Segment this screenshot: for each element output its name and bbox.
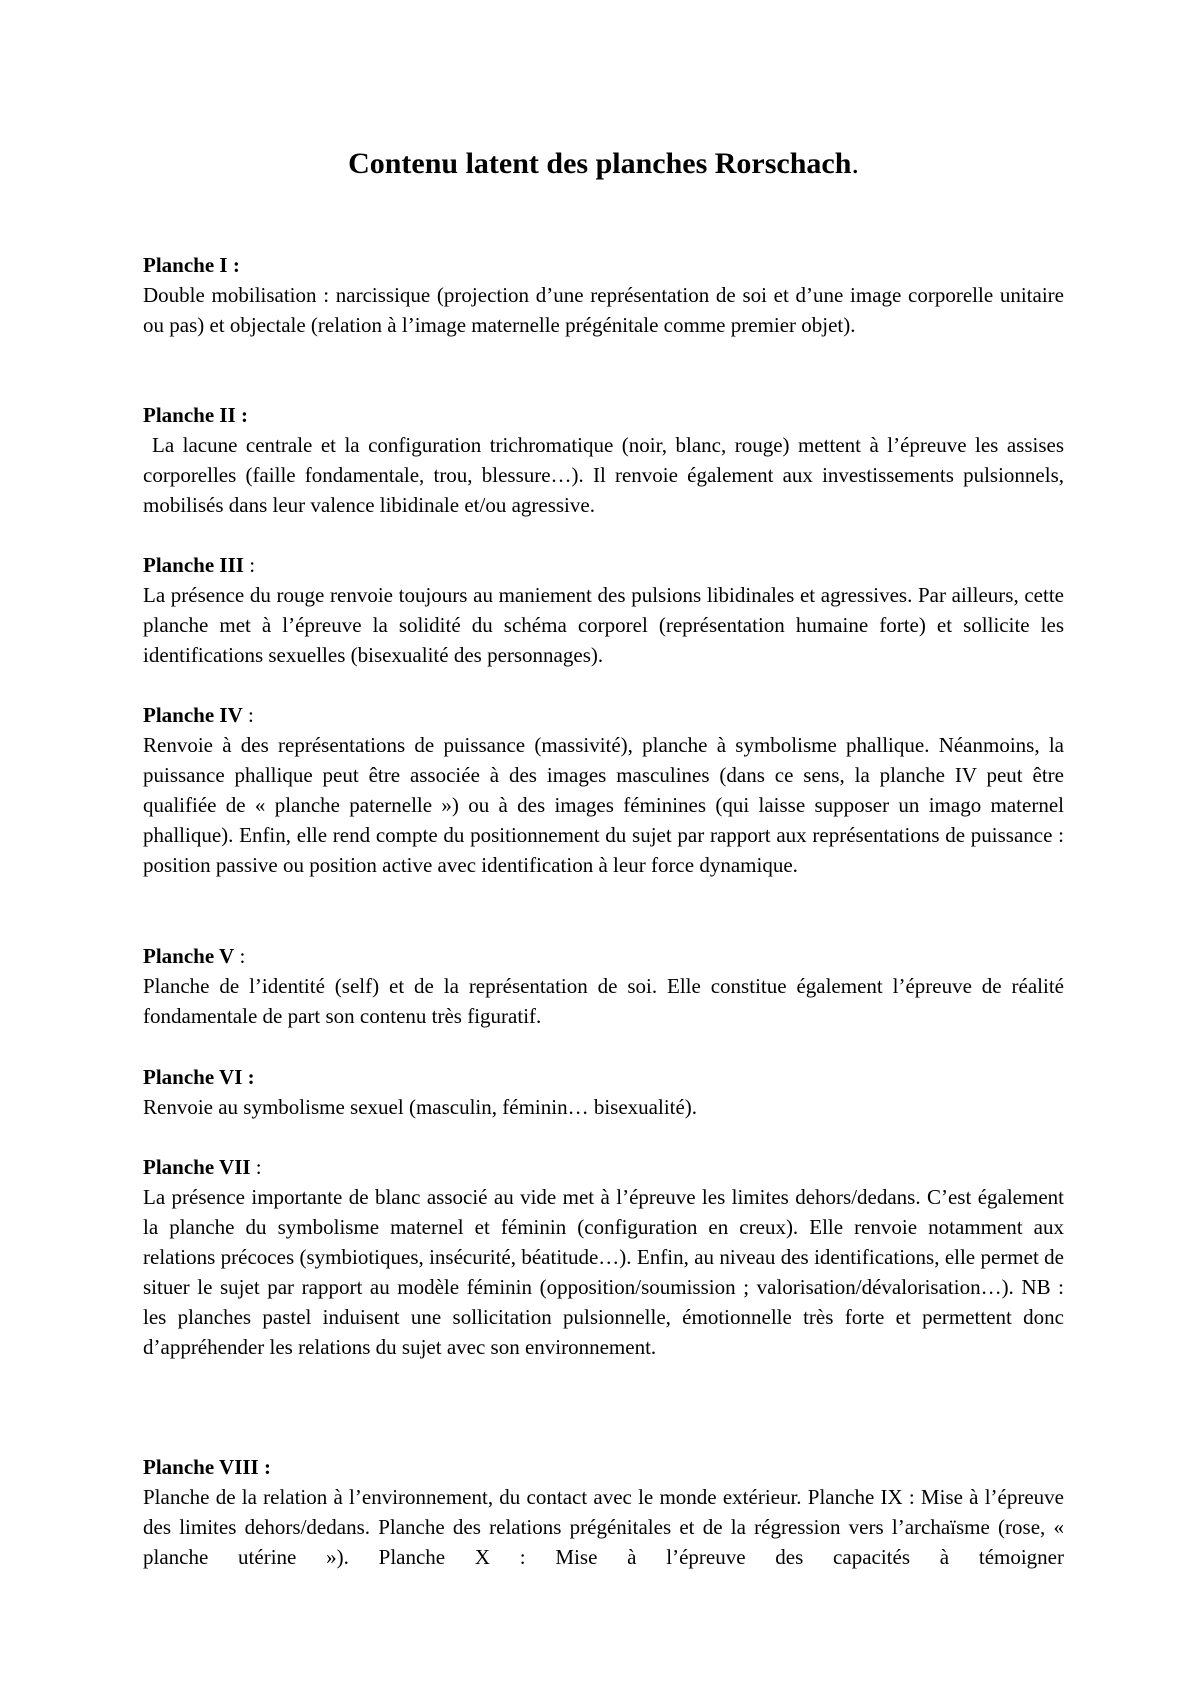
section-text: Renvoie à des représentations de puissance (massivité), planche à symbolisme phallique. Néanmoins, la puissance phallique peut être associée à des images masculines (dans ce sens, la planche IV peut être qualifiée de « planche paternelle ») ou à des images féminines (qui laisse supposer un imago maternel phallique). Enfin, elle rend compte du positionnement du sujet par rapport aux représentations de puissance : position passive ou position active avec identification à leur force dynamique. <box>143 733 1064 877</box>
section-heading <box>143 1152 1064 1182</box>
section-planche-1 <box>143 250 1064 340</box>
heading-label: Planche V <box>143 944 235 968</box>
heading-colon: : <box>258 1455 271 1479</box>
section-planche-5 <box>143 941 1064 1031</box>
heading-label: Planche VII <box>143 1155 251 1179</box>
heading-label: Planche IV <box>143 703 243 727</box>
section-text: La présence du rouge renvoie toujours au maniement des pulsions libidinales et agressives. Par ailleurs, cette planche met à l’épreuve la solidité du schéma corporel (représentation humaine forte) et sollicite les identifications sexuelles (bisexualité des personnages). <box>143 583 1064 667</box>
section-heading <box>143 1452 1064 1482</box>
heading-label: Planche III <box>143 553 244 577</box>
section-text: Planche de la relation à l’environnement, du contact avec le monde extérieur. Planche IX : Mise à l’épreuve des limites dehors/dedans. Planche des relations prégénitales et de la régression vers l’archaïsme (rose, « planche utérine »). Planche X : Mise à l’épreuve des capacités à témoigner <box>143 1485 1064 1569</box>
section-text: Planche de l’identité (self) et de la représentation de soi. Elle constitue également l’épreuve de réalité fondamentale de part son contenu très figuratif. <box>143 974 1064 1028</box>
section-planche-7 <box>143 1152 1064 1362</box>
document-page <box>143 0 1064 1696</box>
section-text: Renvoie au symbolisme sexuel (masculin, féminin… bisexualité). <box>143 1095 698 1119</box>
heading-label: Planche VIII <box>143 1455 259 1479</box>
heading-colon: : <box>242 1065 255 1089</box>
heading-colon: : <box>242 703 254 727</box>
section-planche-4 <box>143 700 1064 880</box>
section-text: La présence importante de blanc associé au vide met à l’épreuve les limites dehors/dedans. C’est également la planche du symbolisme maternel et féminin (configuration en creux). Elle renvoie notamment aux relations précoces (symbiotiques, insécurité, béatitude…). Enfin, au niveau des identifications, elle permet de situer le sujet par rapport au modèle féminin (opposition/soumission ; valorisation/dévalorisation…). NB : les planches pastel induisent une sollicitation pulsionnelle, émotionnelle très forte et permettent donc d’appréhender les relations du sujet avec son environnement. <box>143 1185 1064 1359</box>
heading-label: Planche I <box>143 253 228 277</box>
title-period: . <box>851 147 859 180</box>
heading-label: Planche VI <box>143 1065 243 1089</box>
section-planche-3 <box>143 550 1064 670</box>
section-heading <box>143 250 1064 280</box>
section-text: La lacune centrale et la configuration trichromatique (noir, blanc, rouge) mettent à l’épreuve les assises corporelles (faille fondamentale, trou, blessure…). Il renvoie également aux investissements pulsionnels, mobilisés dans leur valence libidinale et/ou agressive. <box>143 433 1064 517</box>
heading-colon: : <box>235 403 249 427</box>
section-heading <box>143 1062 1064 1092</box>
section-heading <box>143 550 1064 580</box>
section-heading <box>143 941 1064 971</box>
section-heading <box>143 400 1064 430</box>
section-planche-2 <box>143 400 1064 520</box>
title-text: Contenu latent des planches Rorschach <box>348 147 852 180</box>
heading-colon: : <box>250 1155 262 1179</box>
section-heading <box>143 700 1064 730</box>
document-title <box>143 144 1064 184</box>
section-planche-8 <box>143 1452 1064 1572</box>
heading-colon: : <box>243 553 256 577</box>
heading-colon: : <box>234 944 246 968</box>
section-planche-6 <box>143 1062 1064 1122</box>
section-text: Double mobilisation : narcissique (projection d’une représentation de soi et d’une image corporelle unitaire ou pas) et objectale (relation à l’image maternelle prégénitale comme premier objet). <box>143 283 1064 337</box>
heading-colon: : <box>227 253 240 277</box>
heading-label: Planche II <box>143 403 236 427</box>
